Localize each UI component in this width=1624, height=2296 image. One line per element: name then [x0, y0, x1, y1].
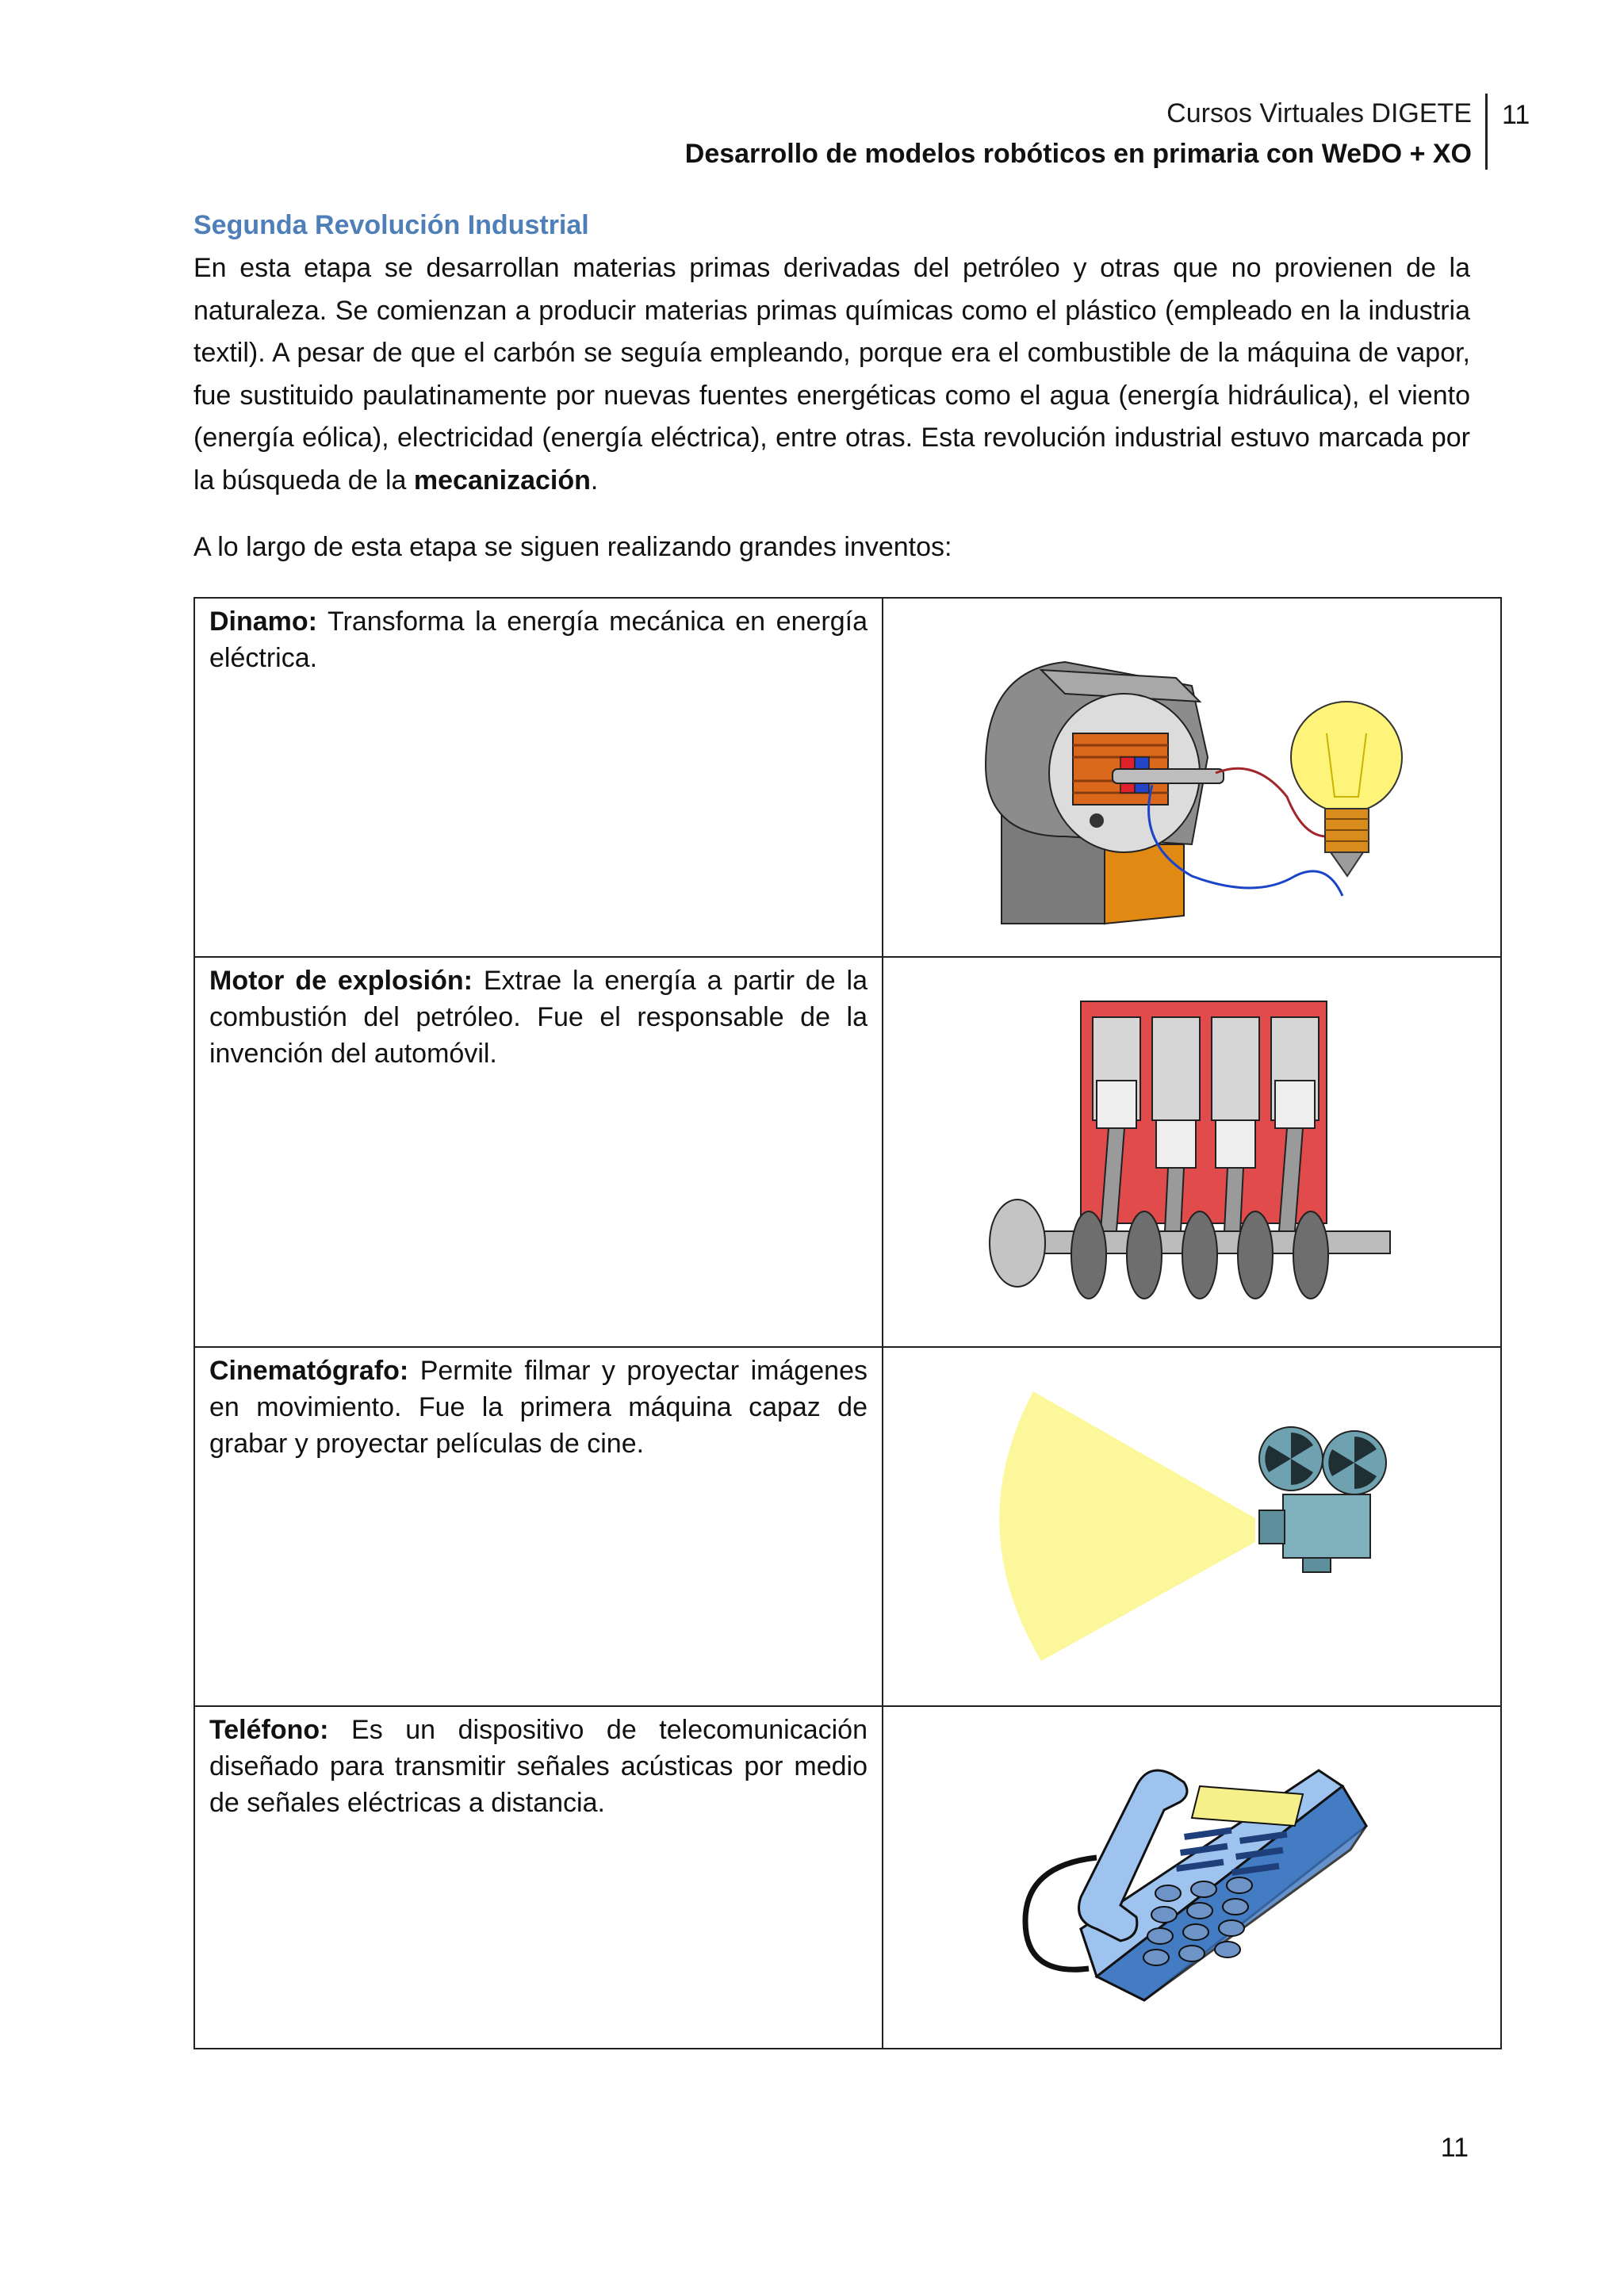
inventions-intro: A lo largo de esta etapa se siguen realizando grandes inventos:: [193, 532, 952, 562]
engine-illustration: [986, 993, 1398, 1326]
intro-paragraph: [193, 247, 1470, 502]
table-row: [194, 1347, 1501, 1706]
invention-image-cell: [883, 1347, 1501, 1706]
invention-image-cell: [883, 598, 1501, 957]
invention-description: Permite filmar y proyectar imágenes en movimiento. Fue la primera máquina capaz de grabar y proyectar películas de cine.: [209, 1356, 868, 1459]
invention-name: Teléfono:: [209, 1715, 329, 1745]
table-row: [194, 1706, 1501, 2049]
telephone-illustration: [978, 1739, 1406, 2024]
projector-illustration: [970, 1383, 1414, 1669]
invention-text-cell: [194, 598, 883, 957]
footer-page-number: 11: [1440, 2133, 1469, 2163]
header-page-number: 11: [1502, 100, 1530, 130]
table-row: [194, 957, 1501, 1347]
invention-text-cell: [194, 1706, 883, 2049]
invention-text-cell: [194, 1347, 883, 1706]
course-name: Cursos Virtuales DIGETE: [1166, 98, 1472, 128]
intro-bold-term: mecanización: [413, 465, 591, 496]
document-title: Desarrollo de modelos robóticos en primaria con WeDO + XO: [684, 139, 1472, 169]
invention-description: Transforma la energía mecánica en energía eléctrica.: [209, 607, 868, 673]
invention-text-cell: [194, 957, 883, 1347]
table-row: [194, 598, 1501, 957]
header-divider: [1485, 94, 1488, 170]
invention-name: Motor de explosión:: [209, 966, 473, 996]
invention-name: Dinamo:: [209, 607, 317, 637]
inventions-table: [193, 597, 1502, 2049]
invention-description: Es un dispositivo de telecomunicación diseñado para transmitir señales acústicas por medio de señales eléctricas a distancia.: [209, 1715, 868, 1818]
section-title: Segunda Revolución Industrial: [193, 210, 589, 240]
dynamo-illustration: [954, 638, 1430, 939]
invention-name: Cinematógrafo:: [209, 1356, 409, 1386]
invention-image-cell: [883, 1706, 1501, 2049]
header-text: [362, 94, 1472, 174]
intro-text: En esta etapa se desarrollan materias primas derivadas del petróleo y otras que no provienen de la naturaleza. Se comienzan a producir materias primas químicas como el plástico (empleado en la industria textil). A pesar de que el carbón se seguía empleando, porque era el combustible de la máquina de vapor, fue sustituido paulatinamente por nuevas fuentes energéticas como el agua (energía hidráulica), el viento (energía eólica), electricidad (energía eléctrica), entre otras. Esta revolución industrial estuvo marcada por la búsqueda de la: [193, 253, 1470, 496]
intro-end: .: [590, 465, 599, 496]
invention-description: Extrae la energía a partir de la combustión del petróleo. Fue el responsable de la invención del automóvil.: [209, 966, 868, 1069]
invention-image-cell: [883, 957, 1501, 1347]
